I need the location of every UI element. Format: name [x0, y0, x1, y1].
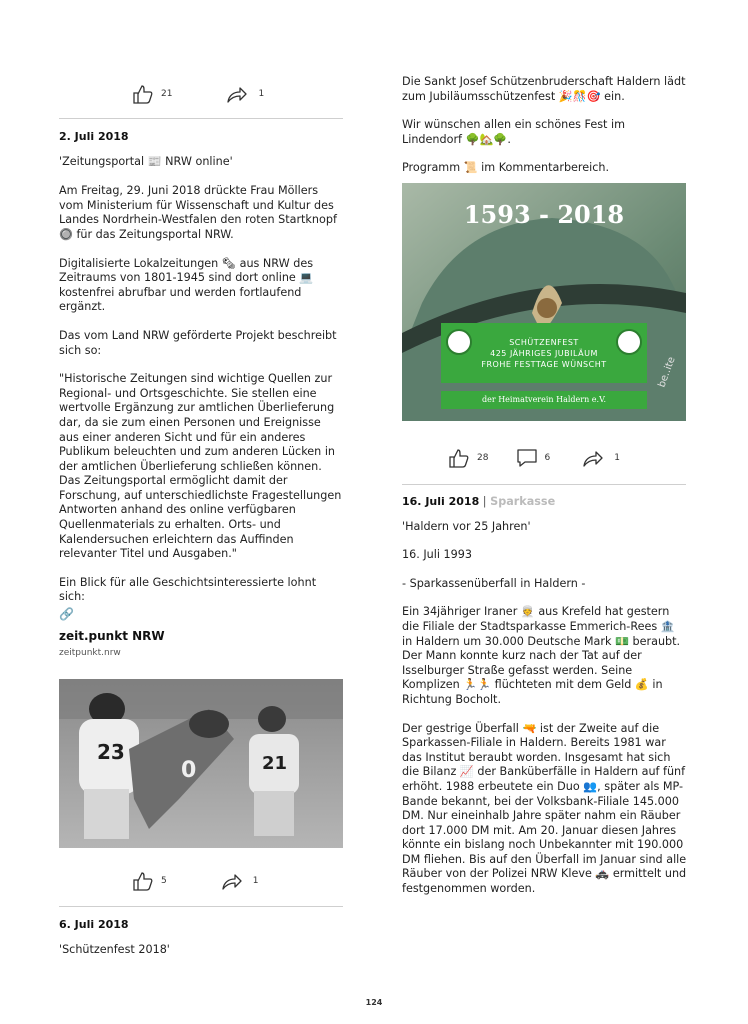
share-count: 1 — [258, 88, 265, 99]
post-quote: "Historische Zeitungen sind wichtige Quellen zur Regional- und Ortsgeschichte. Sie stellen eine wertvolle Ergänzung zur amtlichen Überlieferung dar, da sie zum einen Personen und Ereignisse aus einer anderen Sicht und für ein anderes Publikum beleuchten und zum anderen Lücken in der amtlichen Überlieferung schließen können. Das Zeitungsportal ermöglicht damit der Forschung, auf unterschiedlichste Fragestellungen Antworten anhand des online verfügbaren Quellenmaterials zu erhalten. Orts- und Kalendersuchen erleichtern das Auffinden relevanter Titel und Ausgaben." — [59, 372, 342, 561]
divider — [59, 118, 343, 119]
post-paragraph: Digitalisierte Lokalzeitungen 🗞 aus NRW des Zeitraums von 1801-1945 sind dort online 💻 kostenfrei abrufbar und werden fortlaufend ergänzt. — [59, 256, 314, 314]
post-sparkasse — [402, 495, 688, 897]
share-icon — [221, 872, 243, 890]
link-title[interactable]: zeit.punkt NRW — [59, 628, 165, 643]
emblem-icon — [446, 329, 472, 355]
reaction-bar — [449, 448, 620, 468]
post-paragraph: Der gestrige Überfall 🔫 ist der Zweite auf die Sparkassen-Filiale in Haldern. Bereits 1981 war das Institut beraubt worden. Insgesamt hat sich die Bilanz 📈 der Banküberfälle in Haldern auf fünf erhöht. 1988 erbeutete ein Duo 👥, später als MP-Bande bekannt, bei der Volksbank-Filiale 145.000 DM. Nur eineinhalb Jahre später nahm ein Räuber dort 17.000 DM mit. Am 20. Januar diesen Jahres könnte ein bislang noch Unbekannter mit 190.000 DM fliehen. Bis auf den Überfall im Januar sind alle Räuber von der Polizei NRW Kleve 🚓 ermittelt und festgenommen worden. — [402, 721, 687, 896]
festival-banner — [441, 323, 647, 383]
share-button[interactable] — [582, 449, 620, 467]
page-number: 124 — [365, 998, 383, 1007]
post-paragraph: Am Freitag, 29. Juni 2018 drückte Frau Möllers vom Ministerium für Wissenschaft und Kultur des Landes Nordrhein-Westfalen den roten Startknopf 🔘 für das Zeitungsportal NRW. — [59, 184, 337, 241]
post-date: 2. Juli 2018 — [59, 130, 129, 143]
comment-button[interactable] — [516, 448, 550, 468]
share-icon — [582, 449, 604, 467]
post-paragraph: Die Sankt Josef Schützenbruderschaft Haldern lädt zum Jubiläumsschützenfest 🎉🎊🎯 ein. — [402, 75, 686, 103]
banner-line: 425 JÄHRIGES JUBILÄUM — [490, 349, 598, 358]
heimatverein-footer: der Heimatverein Haldern e.V. — [441, 391, 647, 409]
hat-text: be..ite — [656, 355, 678, 390]
jersey-number: 23 — [97, 740, 125, 764]
share-count: 1 — [252, 875, 259, 886]
football-photo — [59, 679, 343, 848]
post-paragraph: Wir wünschen allen ein schönes Fest im Lindendorf 🌳🏡🌳. — [402, 118, 626, 146]
post-paragraph: Programm 📜 im Kommentarbereich. — [402, 161, 610, 175]
thumbs-up-icon — [133, 84, 155, 104]
post-title: 'Haldern vor 25 Jahren' — [402, 519, 531, 533]
comment-count: 6 — [544, 452, 551, 463]
like-button[interactable] — [133, 871, 167, 891]
divider — [402, 484, 686, 485]
banner-line: FROHE FESTTAGE WÜNSCHT — [481, 360, 607, 369]
post-header — [402, 495, 688, 510]
divider — [59, 906, 343, 907]
banner-line: SCHÜTZENFEST — [509, 338, 579, 347]
thumbs-up-icon — [133, 871, 155, 891]
jersey-number: 0 — [181, 758, 197, 783]
like-count: 5 — [161, 875, 167, 886]
thumbs-up-icon — [449, 448, 471, 468]
reaction-bar-top — [133, 84, 264, 104]
link-url[interactable]: zeitpunkt.nrw — [59, 648, 121, 659]
schuetzenfest-image — [402, 183, 686, 421]
link-icon: 🔗 — [59, 607, 74, 621]
post-headline: - Sparkassenüberfall in Haldern - — [402, 576, 586, 590]
post-title: 'Schützenfest 2018' — [59, 942, 170, 956]
post-zeitungsportal — [59, 130, 343, 605]
post-subdate: 16. Juli 1993 — [402, 548, 472, 562]
like-count: 28 — [477, 452, 489, 463]
like-button[interactable] — [133, 84, 172, 104]
post-tag[interactable]: Sparkasse — [490, 495, 556, 508]
post-paragraph: Ein 34jähriger Iraner 👳 aus Krefeld hat gestern die Filiale der Stadtsparkasse Emmerich-Rees 🏦 in Haldern um 30.000 Deutsche Mark 💵 beraubt. Der Mann konnte kurz nach der Tat auf der Isselburger Straße gefasst werden. Seine Komplizen 🏃🏃 flüchteten mit dem Geld 💰 in Richtung Bocholt. — [402, 605, 681, 706]
post-title: 'Zeitungsportal 📰 NRW online' — [59, 154, 233, 168]
post-paragraph: Das vom Land NRW geförderte Projekt beschreibt sich so: — [59, 328, 337, 357]
post-schuetzenfest-cont — [402, 75, 688, 176]
like-count: 21 — [161, 88, 173, 99]
header-separator: | — [482, 495, 487, 508]
post-date: 16. Juli 2018 — [402, 495, 480, 508]
link-preview[interactable] — [59, 607, 343, 661]
emblem-icon — [616, 329, 642, 355]
share-icon — [226, 85, 248, 103]
share-button[interactable] — [226, 85, 264, 103]
post-date: 6. Juli 2018 — [59, 918, 129, 931]
post-paragraph: Ein Blick für alle Geschichtsinteressierte lohnt sich: — [59, 575, 317, 604]
comment-icon — [516, 448, 538, 468]
share-count: 1 — [614, 452, 620, 463]
share-button[interactable] — [221, 872, 259, 890]
like-button[interactable] — [449, 448, 488, 468]
post-schuetzenfest-start — [59, 918, 343, 957]
image-years: 1593 - 2018 — [463, 200, 625, 229]
reaction-bar — [133, 871, 258, 891]
jersey-number: 21 — [262, 753, 288, 774]
